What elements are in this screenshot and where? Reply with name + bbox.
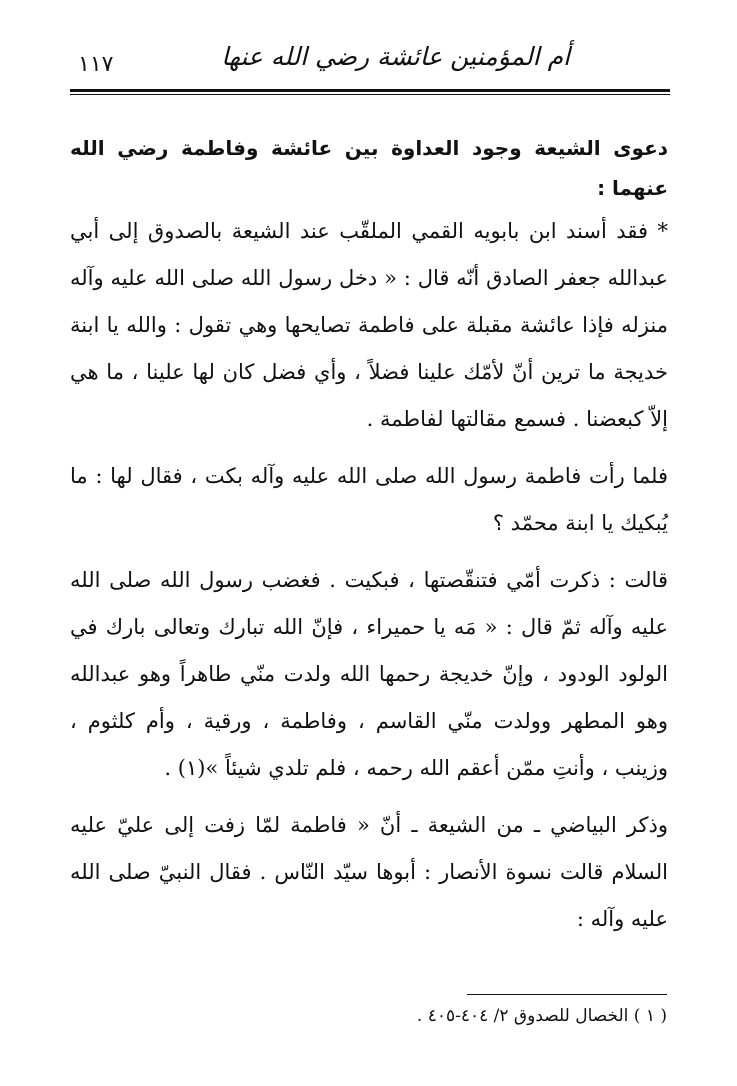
- paragraph-1: * فقد أسند ابن بابويه القمي الملقّب عند الشيعة بالصدوق إلى أبي عبدالله جعفر الصادق أنّه قال : « دخل رسول الله صلى الله عليه وآله منزله فإذا عائشة مقبلة على فاطمة تصايحها وهي تقول : والله يا ابنة خديجة ما ترين أنّ لأمّك علينا فضلاً ، وأي فضل كان لها علينا ، ما هي إلاّ كبعضنا . فسمع مقالتها لفاطمة .: [70, 219, 668, 431]
- header-rule: [70, 89, 670, 92]
- page-body: [70, 128, 668, 943]
- page-header: [70, 40, 670, 94]
- header-title: أم المؤمنين عائشة رضي الله عنها: [221, 42, 570, 71]
- header-rule-thin: [70, 94, 670, 95]
- section-heading: دعوى الشيعة وجود العداوة بين عائشة وفاطمة رضي الله عنهما :: [70, 136, 668, 200]
- paragraph-2: فلما رأت فاطمة رسول الله صلى الله عليه وآله بكت ، فقال لها : ما يُبكيك يا ابنة محمّد ؟: [70, 464, 668, 535]
- paragraph-4: وذكر البياضي ـ من الشيعة ـ أنّ « فاطمة لمّا زفت إلى عليّ عليه السلام قالت نسوة الأنصار : أبوها سيّد النّاس . فقال النبيّ صلى الله عليه وآله :: [70, 813, 668, 931]
- footnote-divider: [467, 994, 667, 995]
- page-number: ١١٧: [78, 52, 114, 77]
- footnote: ( ١ ) الخصال للصدوق ٢/ ٤٠٤-٤٠٥ .: [416, 1006, 667, 1026]
- paragraph-3: قالت : ذكرت أمّي فتنقّصتها ، فبكيت . فغضب رسول الله صلى الله عليه وآله ثمّ قال : « مَه يا حميراء ، فإنّ الله تبارك وتعالى بارك في الولود الودود ، وإنّ خديجة رحمها الله ولدت منّي طاهراً وهو عبدالله وهو المطهر وولدت منّي القاسم ، وفاطمة ، ورقية ، وأم كلثوم ، وزينب ، وأنتِ ممّن أعقم الله رحمه ، فلم تلدي شيئاً »(١) .: [70, 568, 668, 780]
